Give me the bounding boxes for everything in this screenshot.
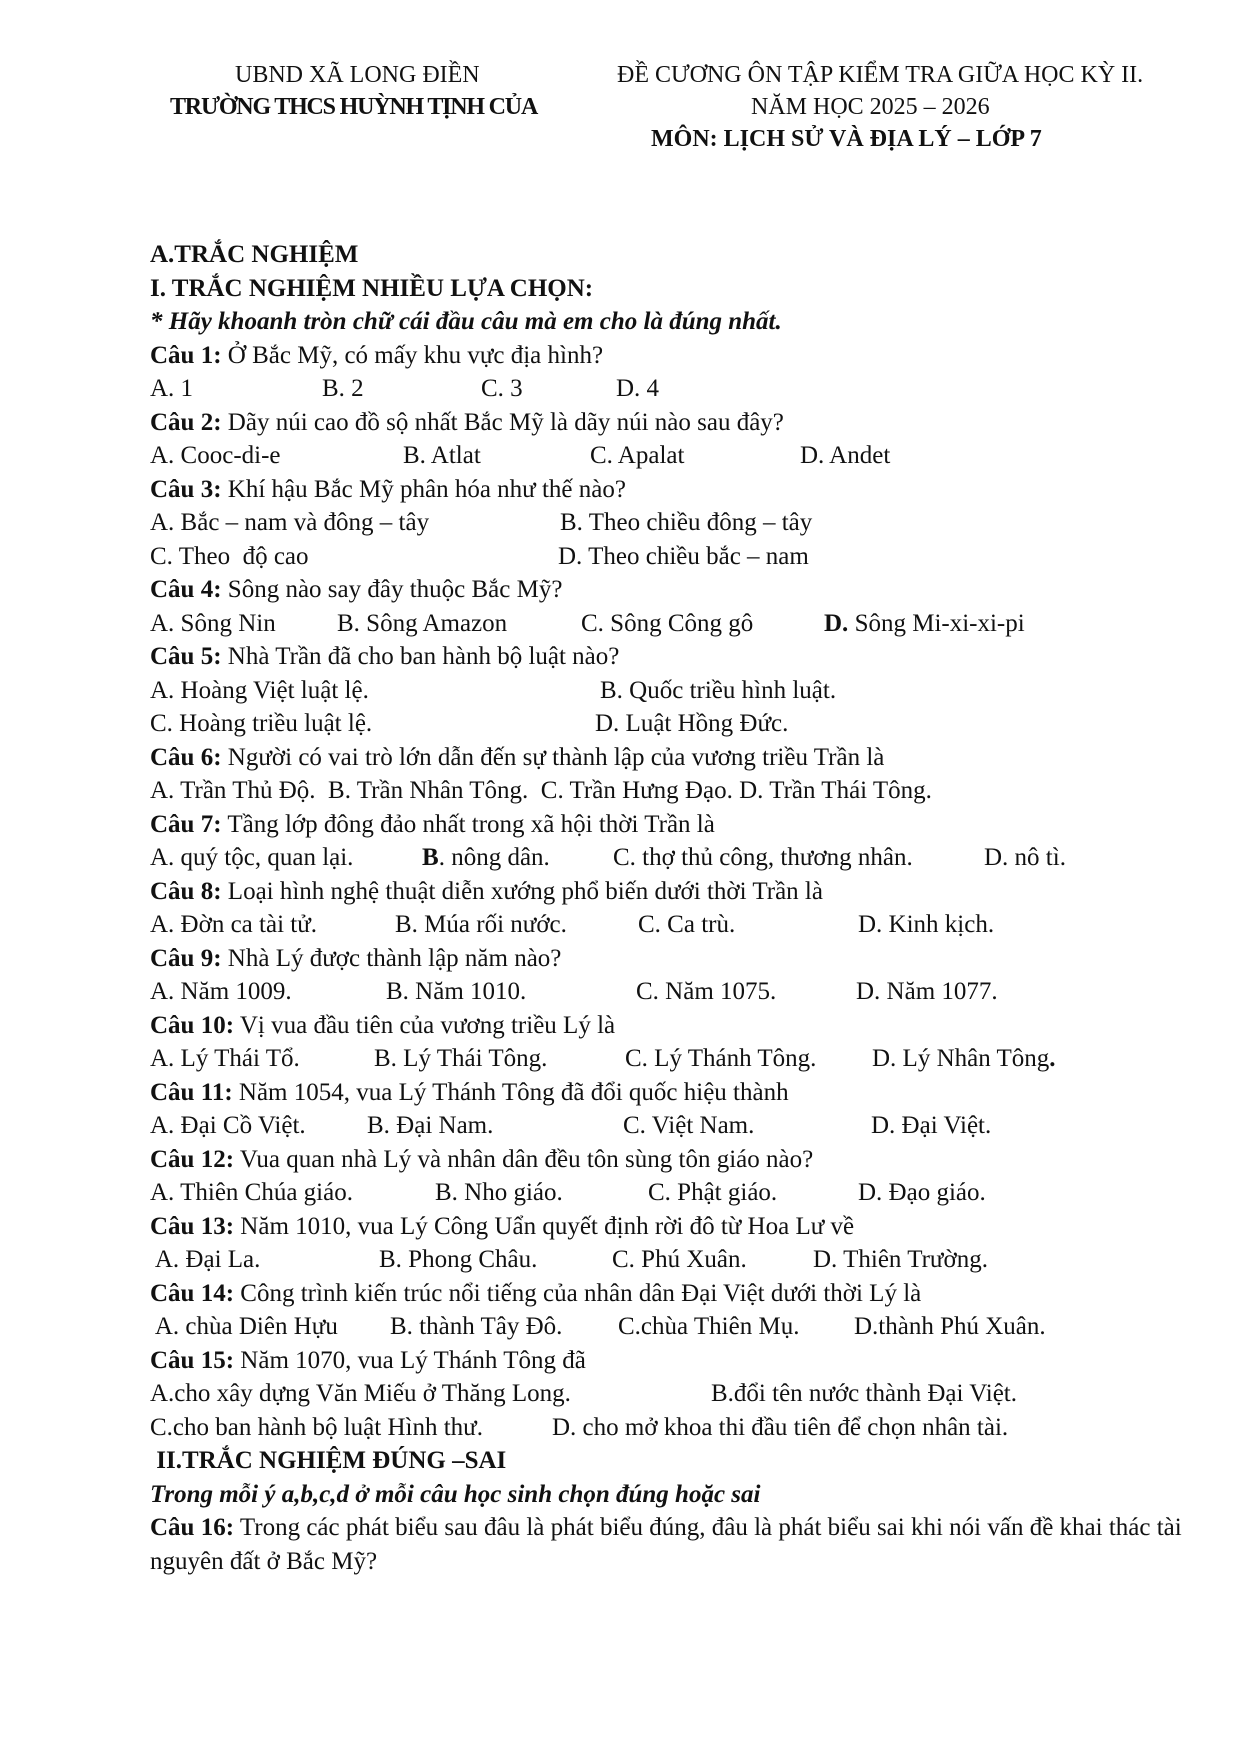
option-c: C. Năm 1075. (636, 978, 777, 1005)
option-b: B. Phong Châu. (379, 1246, 538, 1273)
question-label: Câu 16: (150, 1514, 235, 1541)
question-15-options-row1 (150, 1377, 1210, 1411)
question-14 (150, 1277, 1210, 1311)
option-d-text: D. Lý Nhân Tông (872, 1045, 1050, 1072)
option-a: A. Lý Thái Tổ. (150, 1045, 300, 1072)
option-a: A. Đại Cồ Việt. (150, 1112, 306, 1139)
option-b: B. Năm 1010. (386, 978, 527, 1005)
option-b: B.đổi tên nước thành Đại Việt. (711, 1380, 1018, 1407)
section-a-heading: A.TRẮC NGHIỆM (150, 241, 359, 268)
part1-instruction: * Hãy khoanh tròn chữ cái đầu câu mà em cho là đúng nhất. (150, 308, 782, 335)
option-a: A.cho xây dựng Văn Miếu ở Thăng Long. (150, 1380, 571, 1407)
question-5 (150, 640, 1210, 674)
option-b: B. Atlat (403, 442, 481, 469)
question-6 (150, 741, 1210, 775)
question-15 (150, 1344, 1210, 1378)
option-d (824, 607, 1025, 641)
option-c: C. Phú Xuân. (612, 1246, 747, 1273)
question-5-options-row1 (150, 674, 1210, 708)
option-b (422, 841, 550, 875)
question-text: Dãy núi cao đồ sộ nhất Bắc Mỹ là dãy núi nào sau đây? (221, 408, 784, 436)
question-1-options (150, 372, 1210, 406)
option-c: C.cho ban hành bộ luật Hình thư. (150, 1413, 483, 1441)
option-c: C. Sông Công gô (581, 609, 754, 637)
question-text: Vị vua đầu tiên của vương triều Lý là (234, 1011, 616, 1039)
option-b: B. Quốc triều hình luật. (600, 676, 837, 704)
option-b: B. Lý Thái Tông. (374, 1045, 548, 1072)
question-label: Câu 11: (150, 1078, 233, 1106)
option-b: B. Sông Amazon (337, 609, 508, 637)
option-d: D. Đạo giáo. (858, 1179, 986, 1206)
question-13-options (150, 1243, 1210, 1277)
question-3 (150, 473, 1210, 507)
option-d: D. Thiên Trường. (813, 1246, 988, 1273)
option-b-text: . nông dân. (438, 844, 550, 871)
question-label: Câu 9: (150, 944, 222, 972)
question-label: Câu 13: (150, 1212, 235, 1240)
option-d: D. Kinh kịch. (858, 911, 995, 938)
option-b: B. thành Tây Đô. (390, 1313, 563, 1340)
question-5-options-row2 (150, 707, 1210, 741)
question-text: Trong các phát biểu sau đâu là phát biểu đúng, đâu là phát biểu sai khi nói vấn đề khai thác tài nguyên đất ở Bắc Mỹ? (150, 1514, 1182, 1575)
option-c: C. Apalat (590, 442, 685, 469)
question-text: Năm 1010, vua Lý Công Uẩn quyết định rời đô từ Hoa Lư về (234, 1212, 855, 1240)
question-14-options (150, 1310, 1210, 1344)
question-11 (150, 1076, 1210, 1110)
option-b: B. 2 (322, 375, 364, 402)
part1-heading: I. TRẮC NGHIỆM NHIỀU LỰA CHỌN: (150, 274, 594, 302)
document-body (150, 238, 1210, 1578)
question-7-options (150, 841, 1210, 875)
option-a: A. Năm 1009. (150, 978, 292, 1005)
question-3-options-row1 (150, 506, 1210, 540)
option-a: A. chùa Diên Hựu (150, 1313, 338, 1340)
question-8-options (150, 908, 1210, 942)
question-2 (150, 406, 1210, 440)
question-6-options: A. Trần Thủ Độ. B. Trần Nhân Tông. C. Trần Hưng Đạo. D. Trần Thái Tông. (150, 777, 932, 804)
part2-instruction: Trong mỗi ý a,b,c,d ở mỗi câu học sinh chọn đúng hoặc sai (150, 1480, 761, 1508)
header-doc-title: ĐỀ CƯƠNG ÔN TẬP KIỂM TRA GIỮA HỌC KỲ II. (617, 62, 1144, 88)
question-11-options (150, 1109, 1210, 1143)
option-a: A. Đại La. (150, 1246, 261, 1273)
question-4 (150, 573, 1210, 607)
question-text: Công trình kiến trúc nổi tiếng của nhân dân Đại Việt dưới thời Lý là (234, 1279, 922, 1307)
question-12-options (150, 1176, 1210, 1210)
option-c: C. Hoàng triều luật lệ. (150, 710, 373, 737)
question-16 (150, 1511, 1210, 1578)
question-label: Câu 10: (150, 1011, 235, 1039)
question-10 (150, 1009, 1210, 1043)
option-c: C. Phật giáo. (648, 1179, 778, 1206)
option-a: A. Sông Nin (150, 609, 276, 637)
question-text: Sông nào say đây thuộc Bắc Mỹ? (221, 576, 563, 603)
header-school-year: NĂM HỌC 2025 – 2026 (751, 94, 990, 120)
question-text: Năm 1070, vua Lý Thánh Tông đã (234, 1346, 586, 1374)
option-d: D. Luật Hồng Đức. (595, 710, 789, 737)
question-label: Câu 7: (150, 810, 222, 838)
option-a: A. Bắc – nam và đông – tây (150, 509, 430, 536)
question-9-options (150, 975, 1210, 1009)
question-15-options-row2 (150, 1411, 1210, 1445)
question-text: Loại hình nghệ thuật diễn xướng phổ biến dưới thời Trần là (221, 877, 823, 905)
question-3-options-row2 (150, 540, 1210, 574)
option-c: C. Việt Nam. (623, 1112, 755, 1139)
question-1 (150, 339, 1210, 373)
question-text: Ở Bắc Mỹ, có mấy khu vực địa hình? (221, 341, 604, 369)
question-label: Câu 14: (150, 1279, 235, 1307)
question-text: Vua quan nhà Lý và nhân dân đều tôn sùng tôn giáo nào? (234, 1145, 814, 1173)
option-c: C. Theo độ cao (150, 542, 309, 570)
option-a: A. quý tộc, quan lại. (150, 844, 354, 871)
question-text: Người có vai trò lớn dẫn đến sự thành lập của vương triều Trần là (221, 743, 885, 771)
question-text: Năm 1054, vua Lý Thánh Tông đã đổi quốc hiệu thành (232, 1078, 789, 1106)
option-b: B. Đại Nam. (367, 1112, 494, 1139)
option-c: C.chùa Thiên Mụ. (618, 1313, 800, 1340)
option-d: D. Đại Việt. (871, 1112, 992, 1139)
option-a: A. Thiên Chúa giáo. (150, 1179, 353, 1206)
question-8 (150, 875, 1210, 909)
question-label: Câu 6: (150, 743, 222, 771)
question-label: Câu 1: (150, 341, 222, 369)
question-13 (150, 1210, 1210, 1244)
option-c: C. Ca trù. (638, 911, 736, 938)
question-label: Câu 15: (150, 1346, 235, 1374)
option-a: A. Đờn ca tài tử. (150, 911, 318, 938)
question-label: Câu 8: (150, 877, 222, 905)
question-2-options (150, 439, 1210, 473)
header-school: TRƯỜNG THCS HUỲNH TỊNH CỦA (170, 94, 538, 120)
option-d: D. cho mở khoa thi đầu tiên để chọn nhân tài. (552, 1413, 1009, 1441)
question-4-options (150, 607, 1210, 641)
option-b-letter: B (422, 844, 439, 871)
option-d: D. Andet (800, 442, 891, 469)
question-label: Câu 3: (150, 475, 222, 503)
option-a: A. Hoàng Việt luật lệ. (150, 676, 369, 704)
option-a: A. 1 (150, 375, 194, 402)
option-d: D.thành Phú Xuân. (854, 1313, 1046, 1340)
question-text: Nhà Trần đã cho ban hành bộ luật nào? (221, 643, 620, 670)
option-c: C. Lý Thánh Tông. (625, 1045, 817, 1072)
option-d (872, 1042, 1056, 1076)
option-d-period: . (1049, 1045, 1056, 1072)
option-d: D. Theo chiều bắc – nam (558, 542, 809, 570)
question-label: Câu 5: (150, 643, 222, 670)
question-label: Câu 4: (150, 576, 222, 603)
question-label: Câu 12: (150, 1145, 235, 1173)
option-b: B. Theo chiều đông – tây (560, 509, 813, 536)
question-12 (150, 1143, 1210, 1177)
option-d-letter: D. (824, 609, 849, 637)
question-7 (150, 808, 1210, 842)
header-district: UBND XÃ LONG ĐIỀN (235, 62, 480, 88)
header-subject: MÔN: LỊCH SỬ VÀ ĐỊA LÝ – LỚP 7 (651, 126, 1042, 152)
question-text: Tầng lớp đông đảo nhất trong xã hội thời Trần là (221, 810, 715, 838)
question-10-options (150, 1042, 1210, 1076)
question-label: Câu 2: (150, 408, 222, 436)
option-d: D. nô tì. (984, 844, 1066, 871)
option-d: D. 4 (616, 375, 660, 402)
question-text: Khí hậu Bắc Mỹ phân hóa như thế nào? (221, 475, 626, 503)
option-c: C. thợ thủ công, thương nhân. (613, 844, 913, 871)
question-9 (150, 942, 1210, 976)
option-d-text: Sông Mi-xi-xi-pi (848, 609, 1025, 637)
option-d: D. Năm 1077. (856, 978, 998, 1005)
option-b: B. Nho giáo. (435, 1179, 563, 1206)
part2-heading: II.TRẮC NGHIỆM ĐÚNG –SAI (150, 1447, 507, 1474)
option-b: B. Múa rối nước. (395, 911, 567, 938)
option-c: C. 3 (481, 375, 523, 402)
option-a: A. Cooc-di-e (150, 442, 281, 469)
question-text: Nhà Lý được thành lập năm nào? (221, 944, 562, 972)
